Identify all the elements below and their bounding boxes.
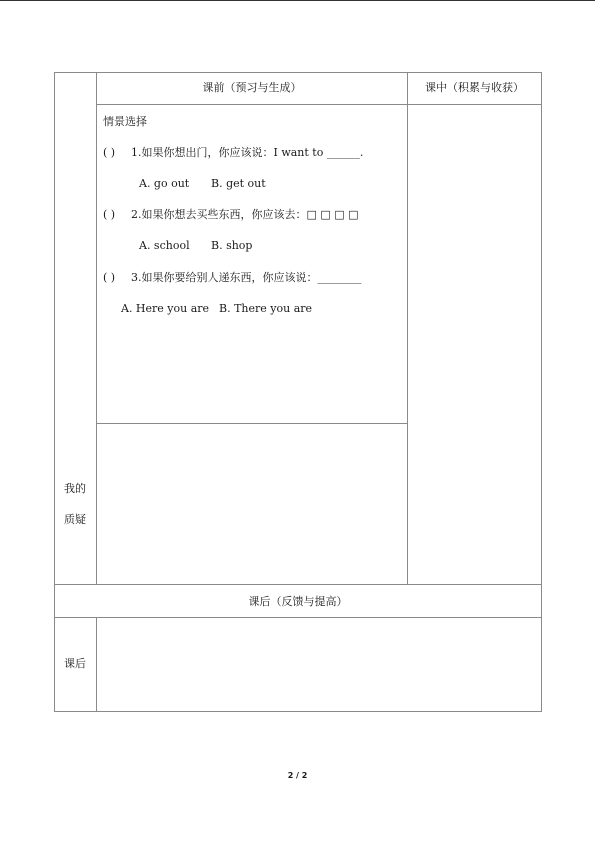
option-a: A. Here you are xyxy=(121,302,210,315)
table-rule-label-column xyxy=(96,72,97,585)
option-b: B. shop xyxy=(211,239,253,252)
page-number: 2 / 2 xyxy=(287,771,308,780)
my-questions-label-line1: 我的 xyxy=(64,482,86,495)
option-b: B. get out xyxy=(211,177,266,190)
header-after-class: 课后（反馈与提高） xyxy=(248,595,348,608)
question-text: 1.如果你想出门，你应该说：I want to ______. xyxy=(131,146,364,159)
table-border-right xyxy=(541,72,542,712)
after-class-label: 课后 xyxy=(64,657,86,670)
table-rule-header xyxy=(96,104,542,105)
table-rule-label-column-after xyxy=(96,617,97,712)
answer-bracket: ( ) xyxy=(103,146,116,159)
my-questions-label-line2: 质疑 xyxy=(64,513,86,526)
header-before-class: 课前（预习与生成） xyxy=(202,81,302,94)
answer-bracket: ( ) xyxy=(103,208,116,221)
option-a: A. go out xyxy=(139,177,190,190)
table-rule-middle-column xyxy=(407,72,408,585)
table-rule-preview-bottom xyxy=(96,423,408,424)
table-border-left xyxy=(54,72,55,712)
table-border-bottom xyxy=(54,711,542,712)
question-text: 3.如果你要给别人递东西，你应该说：________ xyxy=(131,271,362,284)
table-border-top xyxy=(54,72,542,73)
top-rule xyxy=(0,0,595,1)
table-rule-after-header-top xyxy=(54,584,542,585)
option-b: B. There you are xyxy=(219,302,313,315)
question-text: 2.如果你想去买些东西，你应该去：□ □ □ □ xyxy=(131,208,359,221)
section-title: 情景选择 xyxy=(103,115,147,128)
table-rule-after-header-bottom xyxy=(54,617,542,618)
option-a: A. school xyxy=(139,239,190,252)
answer-bracket: ( ) xyxy=(103,271,116,284)
header-during-class: 课中（积累与收获） xyxy=(425,81,524,94)
